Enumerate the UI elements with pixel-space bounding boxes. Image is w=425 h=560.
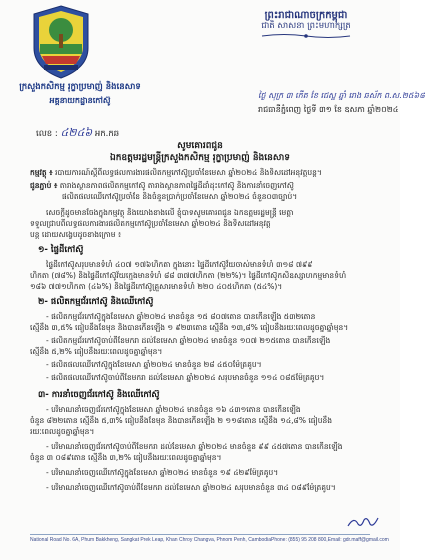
ref-suffix: អក.កឆ [94, 129, 120, 139]
attachment-text: តារាងស្ថានភាពផលិតកម្មកៅស៊ូ តារាងស្ថានភាពផ្ទៃដីដាំដុះកៅស៊ូ និងការនាំចេញកៅស៊ូ [59, 181, 294, 190]
section-2-heading: ២- ផលិតកម្មជ័រកៅស៊ូ និងឈើកៅស៊ូ [38, 297, 154, 307]
ministry-name: ក្រសួងកសិកម្ម រុក្ខាប្រមាញ់ និងនេសាទ [19, 82, 141, 92]
initials-signature-icon [346, 514, 380, 530]
section-1-line-1: ផ្ទៃដីកៅស៊ូសរុបមានទំហំ ៤០៧ ១៧៦ហិកតា ក្នុងនោះ ផ្ទៃដីកៅស៊ូវ័យចាស់មានទំហំ ៣១៨ ៧៩៩ [46, 260, 313, 269]
section-2-line-1: - ផលិតកម្មជ័រកៅស៊ូក្នុងខែមេសា ឆ្នាំ២០២៤ មានចំនួន ១៥ ៨០៧តោន បានកើនឡើង ៥៣២តោន [46, 312, 316, 321]
section-3-line-2: ចំនួន ៨២២តោន ស្មើនឹង ៥,៣% ធៀបនឹងខែមុន និងបានកើនឡើង ២ ១១៨តោន ស្មើនឹង ១៤,៨% ធៀបនឹង [30, 416, 333, 425]
section-3-line-4: - បរិមាណនាំចេញជ័រកៅស៊ូចាប់ពីខែមករា ដល់ខែមេសា ឆ្នាំ២០២៤ មានចំនួន ៩៩ ៤៥៧តោន បានកើនឡើង [46, 442, 343, 451]
ref-number: ៤២៤៦ [60, 126, 93, 139]
recipient: ឯកឧត្តមរដ្ឋមន្ត្រីក្រសួងកសិកម្ម រុក្ខាប្រមាញ់ និងនេសាទ [110, 153, 290, 163]
section-3-line-5: ចំនួន ៣ ០៨៩តោន ស្មើនឹង ៣,២% ធៀបនឹងរយៈពេលដូចគ្នាឆ្នាំមុន។ [30, 453, 222, 462]
ref-prefix: លេខ : [36, 129, 58, 139]
section-2-line-5: - ផលិតផលឈើកៅស៊ូក្នុងខែមេសា ឆ្នាំ២០២៤ មានចំនួន ២៨ ៤៥០ម៉ែត្រគូប។ [46, 360, 262, 369]
kingdom-header: ព្រះរាជាណាចក្រកម្ពុជា [264, 10, 348, 21]
attachment-line [30, 181, 294, 190]
section-2-line-3: - ផលិតកម្មជ័រកៅស៊ូចាប់ពីខែមករា ដល់ខែមេសា ឆ្នាំ២០២៤ មានចំនួន ១០៧ ២១៥តោន បានកើនឡើង [46, 336, 331, 345]
section-1-line-2: ហិកតា (៧៨%) និងផ្ទៃដីកៅស៊ូវ័យក្មេងមានទំហំ ៨៨ ៣៧៧ហិកតា (២២%)។ ផ្ទៃដីកៅស៊ូកសិឧស្សាហកម្មមានទំហំ [30, 271, 347, 280]
department-name: អគ្គនាយកដ្ឋានកៅស៊ូ [49, 96, 111, 105]
solar-date: រាជធានីភ្នំពេញ ថ្ងៃទី ៣១ ខែ ឧសភា ឆ្នាំ២០២៤ [258, 105, 399, 114]
ministry-logo-icon [30, 4, 92, 80]
footer-divider [30, 534, 370, 535]
intro-line-1: សេចក្ដីដូចមានចែងក្នុងកម្មវត្ថុ និងយោងខាងលើ ខ្ញុំបាទសូមគោរពជូន ឯកឧត្តមរដ្ឋមន្ត្រី មេត្តា [46, 208, 294, 217]
section-3-heading: ៣- ការនាំចេញជ័រកៅស៊ូ និងឈើកៅស៊ូ [38, 390, 160, 400]
section-3-line-7: - បរិមាណនាំចេញឈើកៅស៊ូចាប់ពីខែមករា ដល់ខែមេសា ឆ្នាំ២០២៤ សរុបមានចំនួន ៣៤ ០៨៩ម៉ែត្រគូប។ [46, 483, 336, 492]
subject-text: របាយការណ៍ស្ដីពីលទ្ធផលការងារផលិតកម្មកៅស៊ូប្រចាំខែមេសា ឆ្នាំ២០២៤ និងទិសដៅអនុវត្តបន្ត។ [54, 168, 322, 177]
attachment-label: ជូនភ្ជាប់ ៖ [30, 181, 58, 190]
section-3-line-6: - បរិមាណនាំចេញឈើកៅស៊ូក្នុងខែមេសា ឆ្នាំ២០២៤ មានចំនួន ១៩ ៤២៩ម៉ែត្រគូប។ [46, 468, 279, 477]
intro-line-3: បន្ត ដោយសង្ខេបដូចខាងក្រោម ៖ [30, 230, 122, 239]
national-motto: ជាតិ សាសនា ព្រះមហាក្សត្រ [261, 21, 351, 31]
section-2-line-2: ស្មើនឹង ៣,៥% ធៀបនឹងខែមុន និងបានកើនឡើង ១ ៩២៣តោន ស្មើនឹង ១៣,៨% ធៀបនឹងរយៈពេលដូចគ្នាឆ្នាំមុន។ [30, 323, 349, 332]
section-2-line-6: - ផលិតផលឈើកៅស៊ូចាប់ពីខែមករា ដល់ខែមេសា ឆ្នាំ២០២៤ សរុបមានចំនួន ១១៤ ០៨៥ម៉ែត្រគូប។ [46, 373, 325, 382]
intro-line-2: ទទួលជ្រាបពីលទ្ធផលការងារផលិតកម្មកៅស៊ូប្រចាំខែមេសា ឆ្នាំ២០២៤ និងទិសដៅអនុវត្ត [30, 219, 271, 228]
lunar-date: ថ្ងៃ សុក្រ ៣ កើត ខែ ជេស្ឋ ឆ្នាំ រោង ឆស័ក ព.ស.២៥៦៨ [258, 91, 425, 100]
section-1-line-3: ១៨៦ ៧៧១ហិកតា (៤៦%) និងផ្ទៃដីកៅស៊ូគ្រួសារមានទំហំ ២២០ ៤០៥ហិកតា (៥៤%)។ [30, 282, 283, 291]
section-3-line-3: រយៈពេលដូចគ្នាឆ្នាំមុន។ [30, 427, 95, 436]
section-1-heading: ១- ផ្ទៃដីកៅស៊ូ [38, 245, 84, 255]
footer-address: National Road No. 6A, Phum Bakkheng, Sangkat Prek Leap, Khan Chroy Changva, Phnom Penh, Cambodia [30, 537, 271, 543]
subject-line [30, 168, 322, 177]
footer-email: Email: gdr.maff@gmail.com [327, 537, 389, 543]
subject-label: កម្មវត្ថុ ៖ [30, 168, 53, 177]
ornament-divider-icon [262, 33, 350, 39]
footer [30, 537, 389, 543]
section-2-line-4: ស្មើនឹង ៥,២% ធៀបនឹងរយៈពេលដូចគ្នាឆ្នាំមុន។ [30, 347, 163, 356]
footer-phone: Phone: (855) 95 208 800, [270, 537, 328, 543]
section-3-line-1: - បរិមាណនាំចេញជ័រកៅស៊ូក្នុងខែមេសា ឆ្នាំ២០២៤ មានចំនួន ១៦ ៤៣១តោន បានកើនឡើង [46, 405, 301, 414]
attachment-text-2: ផលិតផលឈើកៅស៊ូប្រចាំខែ និងចំនួនប្រាក់ប្រចាំខែមេសា ឆ្នាំ២០២៤ ចំនួន០៣ច្បាប់។ [62, 192, 298, 201]
salutation: សូមគោរពជូន [177, 141, 223, 151]
